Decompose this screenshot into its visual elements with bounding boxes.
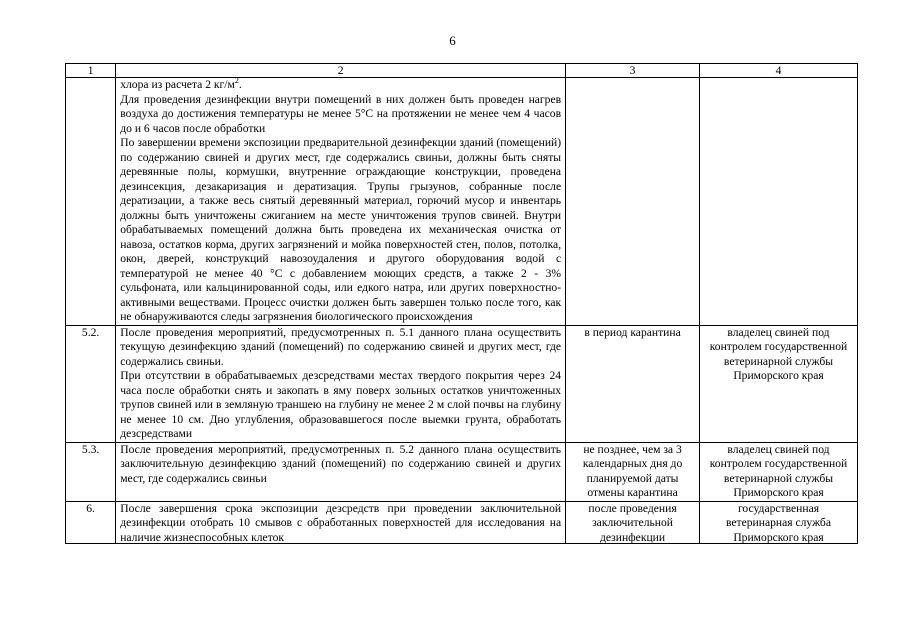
measure-text: [116, 501, 566, 543]
timing-cell: [566, 501, 700, 543]
header-row: [66, 64, 858, 78]
column-header-3: 3: [566, 64, 700, 78]
measure-text: [116, 442, 566, 501]
page-number: 6: [449, 33, 456, 48]
column-header-4: 4: [700, 64, 858, 78]
first-line: [120, 78, 561, 93]
first-line-suffix: .: [238, 78, 242, 91]
paragraph: После проведения мероприятий, предусмотренных п. 5.2 данного плана осуществить заключительную дезинфекцию зданий (помещений) по содержанию свиней и других мест, где содержались свиньи: [120, 442, 562, 485]
responsible-cell: владелец свиней под контролем государственной ветеринарной службы Приморского края: [700, 442, 858, 501]
table-row: [66, 442, 858, 501]
row-number: 5.2.: [66, 325, 116, 442]
responsible-cell: владелец свиней под контролем государственной ветеринарной службы Приморского края: [700, 325, 858, 442]
timing-text: после проведения заключительной дезинфекции: [588, 501, 677, 543]
timing-cell: не позднее, чем за 3 календарных дня до планируемой даты отмены карантина: [566, 442, 700, 501]
measure-text: [116, 78, 566, 326]
table-row: [66, 325, 858, 442]
responsible-text: государственная ветеринарная служба Приморского края: [726, 501, 831, 543]
paragraph: При отсутствии в обрабатываемых дезсредствами местах твердого покрытия через 24 часа после обработки снять и закопать в яму поверх зольных остатков уничтоженных трупов свиней или в земляную траншею на глубину не менее 2 м слой почвы на глубину не менее 10 см. Дно углубления, образовавшегося после выемки грунта, обработать дезсредствами: [120, 369, 562, 440]
row-number: [66, 78, 116, 326]
superscript: 2: [234, 76, 239, 86]
paragraph: После завершения срока экспозиции дезсредств при проведении заключительной дезинфекции отобрать 10 смывов с обработанных поверхностей для исследования на наличие жизнеспособных клеток: [120, 501, 562, 543]
table-row: [66, 78, 858, 326]
paragraph: После проведения мероприятий, предусмотренных п. 5.1 данного плана осуществить текущую дезинфекцию зданий (помещений) по содержанию свиней и других мест, где содержались свиньи.: [120, 325, 562, 368]
responsible-cell: [700, 501, 858, 543]
measures-table: [65, 63, 858, 544]
paragraph: По завершении времени экспозиции предварительной дезинфекции зданий (помещений) по содержанию свиней и других мест, где содержались свиньи, должны быть сняты деревянные полы, кормушки, внутренние ограждающие конструкции, проведена дезинсекция, дезакаризация и дератизация. Трупы грызунов, собранные после дератизации, а также весь снятый деревянный материал, горючий мусор и инвентарь должны быть уничтожены сжиганием на месте уничтожения трупов свиней. Внутри обрабатываемых помещений должна быть проведена их механическая очистка от навоза, остатков корма, других загрязнений и мойка поверхностей стен, полов, потолка, окон, дверей, конструкций навозоудаления и другого оборудования водой с температурой не менее 40 °С с добавлением моющих средств, а также 2 - 3% сульфоната, или кальцинированной соды, или едкого натра, или других поверхностно-активными веществами. Процесс очистки должен быть завершен только после того, как не обнаруживаются следы загрязнения биологического происхождения: [120, 136, 562, 323]
paragraph: Для проведения дезинфекции внутри помещений в них должен быть проведен нагрев воздуха до достижения температуры не менее 5°С на протяжении не менее чем 4 часов до и 6 часов после обработки: [120, 92, 562, 135]
responsible-cell: [700, 78, 858, 326]
timing-cell: в период карантина: [566, 325, 700, 442]
column-header-1: 1: [66, 64, 116, 78]
table-row: [66, 501, 858, 543]
row-number: 5.3.: [66, 442, 116, 501]
row-number: 6.: [66, 501, 116, 543]
measure-text: [116, 325, 566, 442]
timing-cell: [566, 78, 700, 326]
first-line-text: хлора из расчета 2 кг/м: [120, 78, 235, 91]
column-header-2: 2: [116, 64, 566, 78]
